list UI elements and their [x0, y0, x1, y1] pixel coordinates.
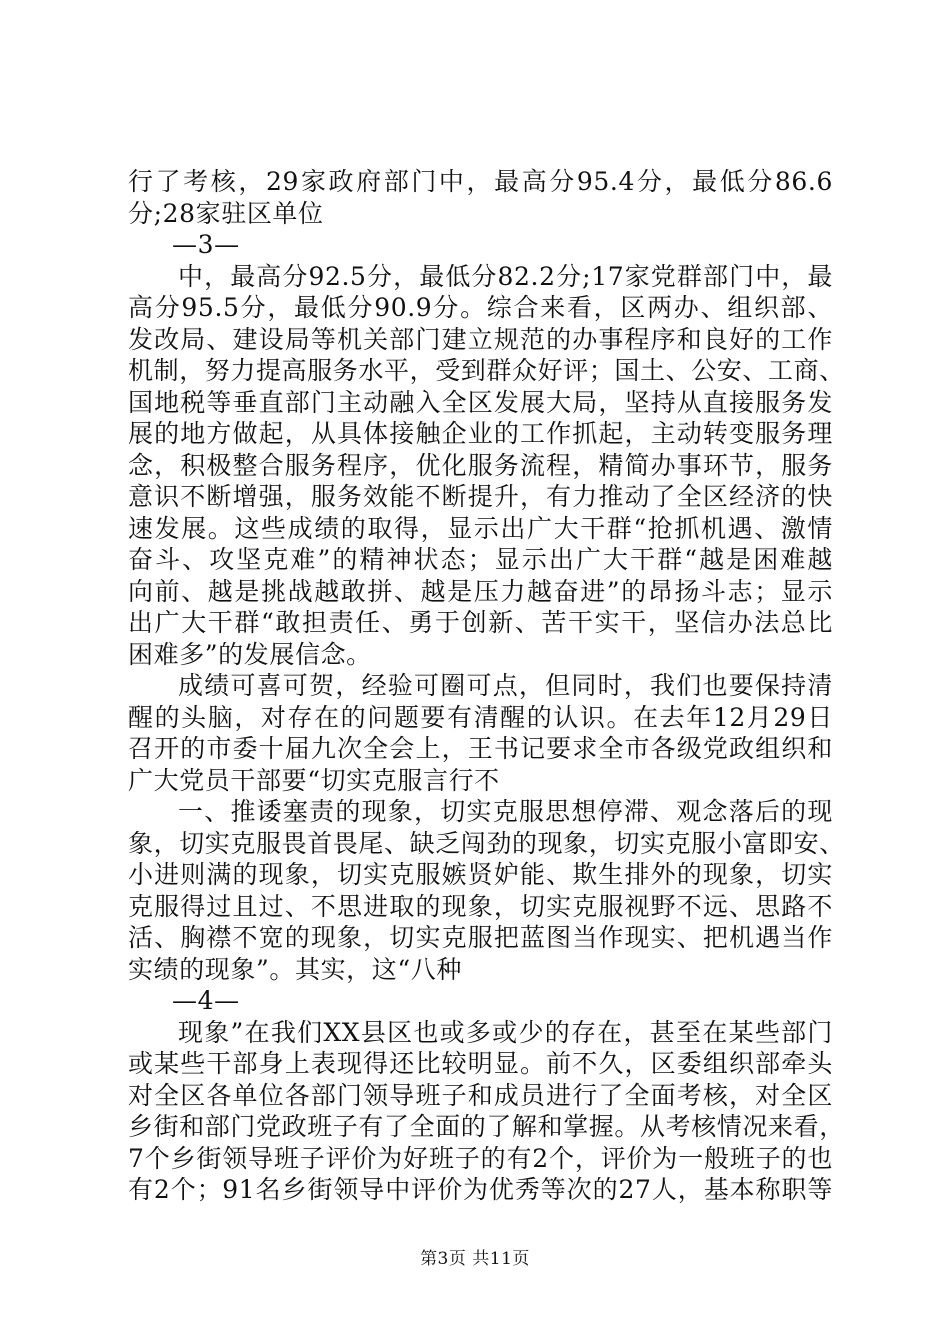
text-line: 有2个；91名乡街领导中评价为优秀等次的27人，基本称职等	[128, 1175, 833, 1204]
paragraph-first-line: 现象”在我们XX县区也或多或少的存在，甚至在某些部门	[178, 1017, 833, 1047]
text-line: 发改局、建设局等机关部门建立规范的办事程序和良好的工作	[128, 324, 833, 354]
paragraph-first-line: 一、推诿塞责的现象，切实克服思想停滞、观念落后的现	[178, 797, 833, 826]
text-line: 速发展。这些成绩的取得，显示出广大干群“抢抓机遇、激情	[128, 513, 833, 543]
text-line: 展的地方做起，从具体接触企业的工作抓起，主动转变服务理	[128, 419, 833, 448]
text-line: 活、胸襟不宽的现象，切实克服把蓝图当作现实、把机遇当作	[128, 923, 833, 952]
text-line: 召开的市委十届九次全会上，王书记要求全市各级党政组织和	[128, 734, 833, 763]
page-marker: —4—	[172, 986, 240, 1015]
text-line: 机制，努力提高服务水平，受到群众好评；国土、公安、工商、	[128, 356, 845, 385]
text-line: 行了考核，29家政府部门中，最高分95.4分，最低分86.6	[128, 167, 833, 196]
document-body	[128, 166, 845, 1206]
page-marker: —3—	[172, 230, 240, 259]
text-line: 奋斗、攻坚克难”的精神状态；显示出广大干群“越是困难越	[128, 545, 833, 574]
text-line-end: 广大党员干部要“切实克服言行不	[128, 765, 500, 795]
text-line: 7个乡街领导班子评价为好班子的有2个，评价为一般班子的也	[128, 1143, 833, 1173]
text-line: 醒的头脑，对存在的问题要有清醒的认识。在去年12月29日	[128, 702, 833, 732]
text-line: 向前、越是挑战越敢拼、越是压力越奋进”的昂扬斗志；显示	[128, 576, 833, 606]
text-line: 乡街和部门党政班子有了全面的了解和掌握。从考核情况来看，	[128, 1112, 845, 1141]
text-line: 象，切实克服畏首畏尾、缺乏闯劲的现象，切实克服小富即安、	[128, 828, 845, 858]
text-line: 或某些干部身上表现得还比较明显。前不久，区委组织部牵头	[128, 1049, 833, 1078]
text-line: 高分95.5分，最低分90.9分。综合来看，区两办、组织部、	[128, 293, 833, 322]
text-line: 克服得过且过、不思进取的现象，切实克服视野不远、思路不	[128, 891, 833, 921]
text-line-end: 实绩的现象”。其实，这“八种	[128, 954, 462, 984]
text-line-end: 困难多”的发展信念。	[128, 639, 372, 669]
page-footer	[0, 1244, 950, 1269]
text-line: 对全区各单位各部门领导班子和成员进行了全面考核，对全区	[128, 1080, 833, 1110]
page-number-label: 第3页 共11页	[420, 1249, 530, 1269]
text-line: 小进则满的现象，切实克服嫉贤妒能、欺生排外的现象，切实	[128, 860, 833, 889]
paragraph-first-line: 中，最高分92.5分，最低分82.2分;17家党群部门中，最	[178, 261, 833, 291]
text-line: 念，积极整合服务程序，优化服务流程，精简办事环节，服务	[128, 450, 833, 480]
text-line: 国地税等垂直部门主动融入全区发展大局，坚持从直接服务发	[128, 387, 833, 417]
paragraph-first-line: 成绩可喜可贺，经验可圈可点，但同时，我们也要保持清	[178, 671, 833, 700]
text-line-end: 分;28家驻区单位	[128, 198, 324, 228]
text-line: 意识不断增强，服务效能不断提升，有力推动了全区经济的快	[128, 482, 833, 511]
text-line: 出广大干群“敢担责任、勇于创新、苦干实干，坚信办法总比	[128, 608, 833, 637]
